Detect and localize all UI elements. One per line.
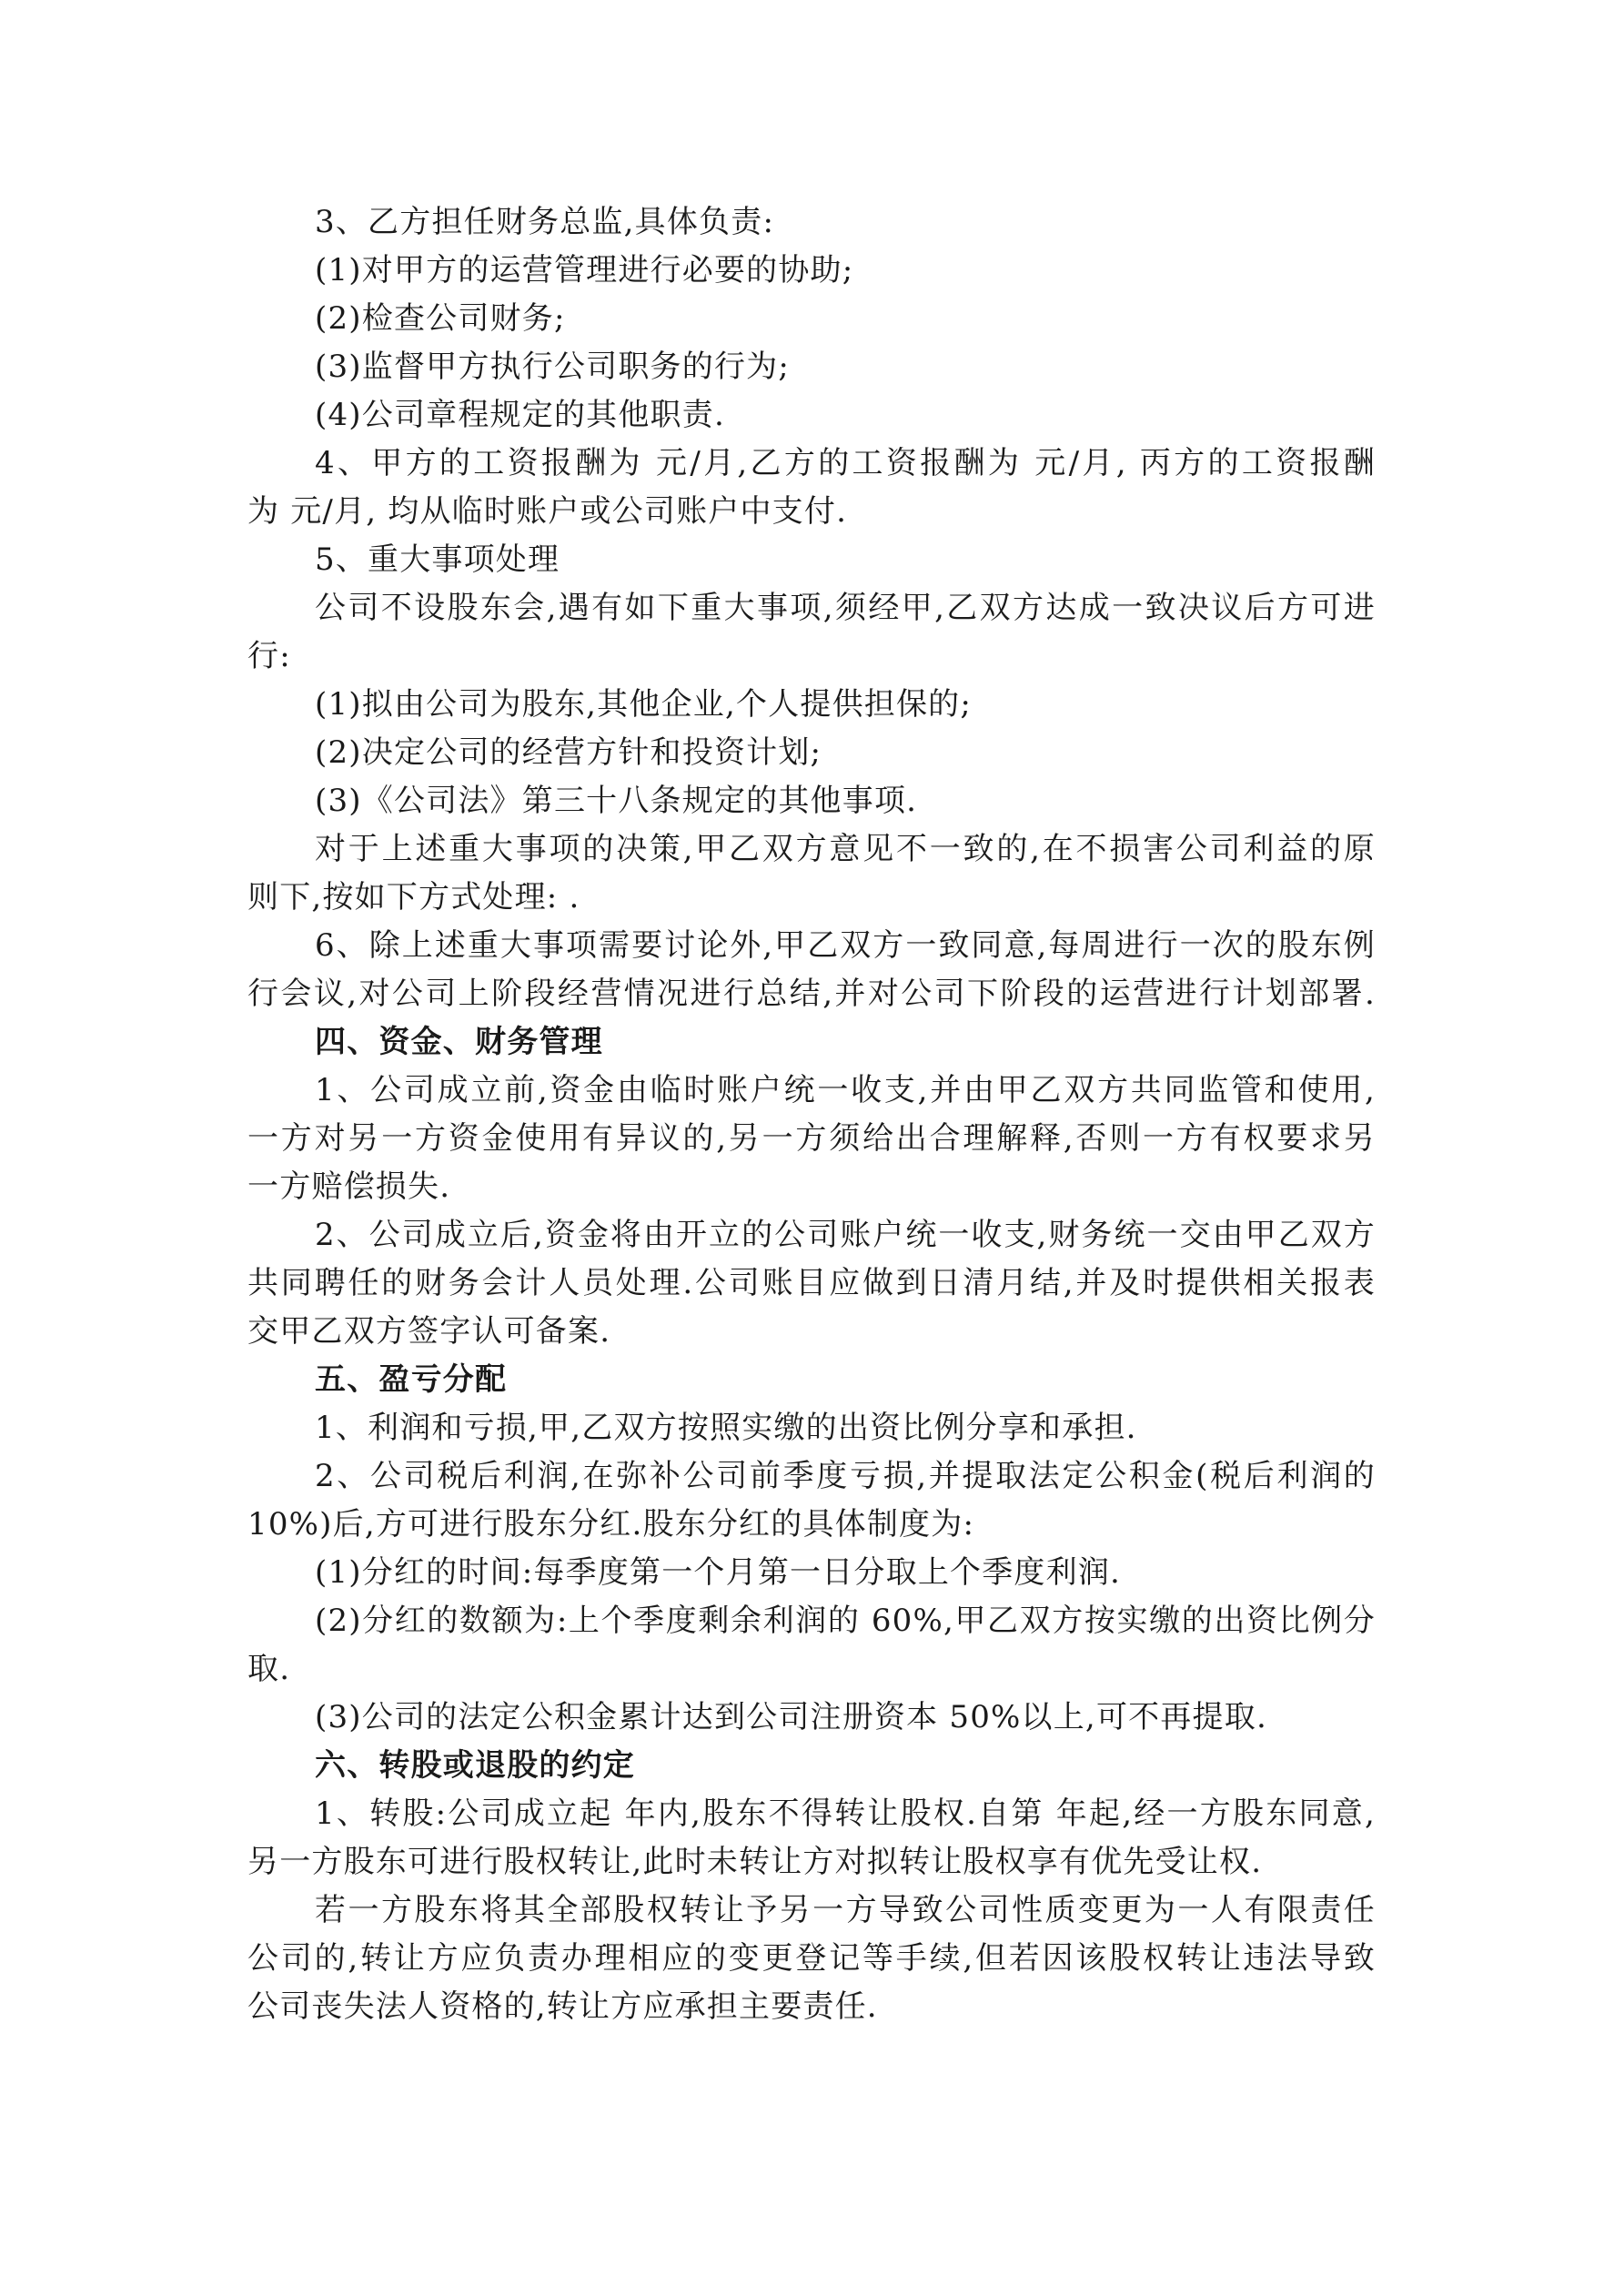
text-line: (2)检查公司财务;	[315, 300, 566, 337]
text-line: (2)分红的数额为:上个季度剩余利润的 60%,甲乙双方按实缴的出资比例分	[315, 1603, 1376, 1639]
text-line: 公司的,转让方应负责办理相应的变更登记等手续,但若因该股权转让违法导致	[247, 1940, 1376, 1977]
text-line: 对于上述重大事项的决策,甲乙双方意见不一致的,在不损害公司利益的原	[315, 831, 1376, 867]
text-line: 若一方股东将其全部股权转让予另一方导致公司性质变更为一人有限责任	[315, 1892, 1376, 1928]
text-line: 一方对另一方资金使用有异议的,另一方须给出合理解释,否则一方有权要求另	[247, 1120, 1376, 1157]
text-line: 共同聘任的财务会计人员处理.公司账目应做到日清月结,并及时提供相关报表	[247, 1265, 1376, 1301]
text-line: 为 元/月, 均从临时账户或公司账户中支付.	[247, 493, 848, 530]
text-line: 公司丧失法人资格的,转让方应承担主要责任.	[247, 1988, 878, 2025]
text-line: (3)公司的法定公积金累计达到公司注册资本 50%以上,可不再提取.	[315, 1699, 1267, 1735]
text-line: 取.	[247, 1651, 291, 1687]
text-line: 6、除上述重大事项需要讨论外,甲乙双方一致同意,每周进行一次的股东例	[315, 927, 1376, 964]
text-line: 4、甲方的工资报酬为 元/月,乙方的工资报酬为 元/月, 丙方的工资报酬	[315, 445, 1376, 481]
text-line: (1)对甲方的运营管理进行必要的协助;	[315, 252, 854, 288]
text-line: 1、利润和亏损,甲,乙双方按照实缴的出资比例分享和承担.	[315, 1410, 1137, 1446]
text-line: 3、乙方担任财务总监,具体负责:	[315, 204, 775, 240]
text-line: 1、公司成立前,资金由临时账户统一收支,并由甲乙双方共同监管和使用,	[315, 1072, 1376, 1108]
text-line: 5、重大事项处理	[315, 541, 560, 578]
text-line: (1)拟由公司为股东,其他企业,个人提供担保的;	[315, 686, 973, 723]
section-heading: 四、资金、财务管理	[315, 1024, 603, 1060]
text-line: (4)公司章程规定的其他职责.	[315, 397, 725, 433]
text-line: 另一方股东可进行股权转让,此时未转让方对拟转让股权享有优先受让权.	[247, 1844, 1263, 1880]
document-page	[247, 198, 1376, 2031]
text-line: 则下,按如下方式处理: .	[247, 879, 580, 915]
text-line: 10%)后,方可进行股东分红.股东分红的具体制度为:	[247, 1506, 975, 1542]
text-line: (3)《公司法》第三十八条规定的其他事项.	[315, 783, 918, 819]
text-line: 2、公司税后利润,在弥补公司前季度亏损,并提取法定公积金(税后利润的	[315, 1458, 1376, 1494]
document-body	[247, 198, 1376, 2031]
text-line: (2)决定公司的经营方针和投资计划;	[315, 734, 822, 771]
text-line: 1、转股:公司成立起 年内,股东不得转让股权.自第 年起,经一方股东同意,	[315, 1795, 1376, 1832]
text-line: 交甲乙双方签字认可备案.	[247, 1313, 611, 1350]
text-line: 行会议,对公司上阶段经营情况进行总结,并对公司下阶段的运营进行计划部署.	[247, 976, 1376, 1012]
text-line: (3)监督甲方执行公司职务的行为;	[315, 349, 791, 385]
text-line: 公司不设股东会,遇有如下重大事项,须经甲,乙双方达成一致决议后方可进	[315, 590, 1376, 626]
text-line: (1)分红的时间:每季度第一个月第一日分取上个季度利润.	[315, 1554, 1122, 1591]
section-heading: 五、盈亏分配	[315, 1361, 508, 1398]
text-line: 2、公司成立后,资金将由开立的公司账户统一收支,财务统一交由甲乙双方	[315, 1217, 1376, 1253]
text-line: 行:	[247, 638, 291, 674]
section-heading: 六、转股或退股的约定	[315, 1747, 635, 1784]
text-line: 一方赔偿损失.	[247, 1168, 451, 1205]
